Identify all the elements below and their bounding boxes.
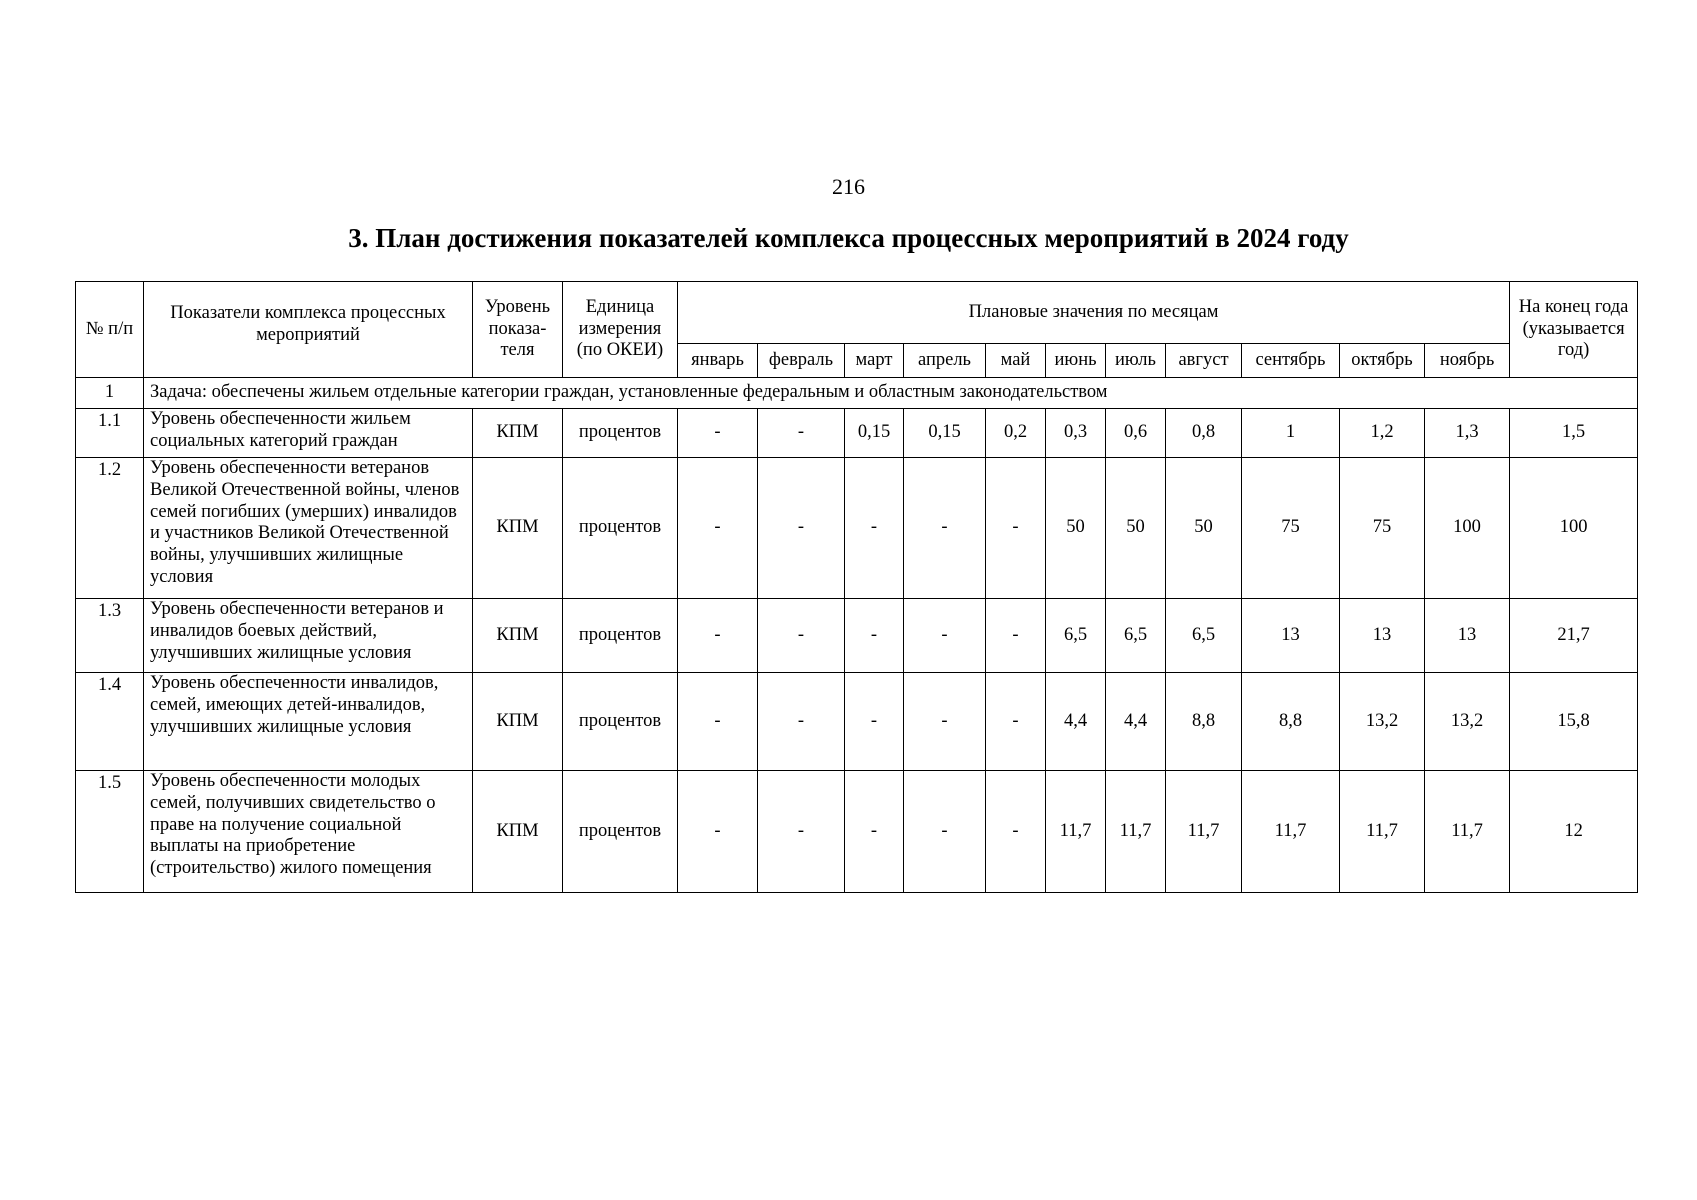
row-value: 6,5 (1106, 599, 1166, 673)
header-indicator: Показатели комплекса процессных мероприятий (144, 282, 473, 378)
row-value: 13 (1425, 599, 1510, 673)
plan-table (75, 281, 1638, 893)
row-level: КПМ (473, 599, 563, 673)
row-value: 75 (1242, 458, 1340, 599)
page-number: 216 (832, 174, 865, 199)
row-indicator-name: Уровень обеспеченности инвалидов, семей, имеющих детей-инвалидов, улучшивших жилищные условия (144, 673, 473, 771)
row-level: КПМ (473, 409, 563, 458)
row-value: 11,7 (1340, 771, 1425, 893)
row-value: - (986, 599, 1046, 673)
row-level: КПМ (473, 771, 563, 893)
header-month: июнь (1046, 344, 1106, 378)
row-value: - (986, 458, 1046, 599)
row-indicator-name: Уровень обеспеченности молодых семей, получивших свидетельство о праве на получение социальной выплаты на приобретение (строительство) жилого помещения (144, 771, 473, 893)
row-num: 1.2 (76, 458, 144, 599)
row-value: 13 (1242, 599, 1340, 673)
row-value: 50 (1046, 458, 1106, 599)
row-value: 0,2 (986, 409, 1046, 458)
row-value: 8,8 (1166, 673, 1242, 771)
row-value: - (904, 599, 986, 673)
row-value: 50 (1166, 458, 1242, 599)
row-value: 6,5 (1166, 599, 1242, 673)
row-value: 1,2 (1340, 409, 1425, 458)
row-value: - (758, 599, 845, 673)
header-month: май (986, 344, 1046, 378)
row-year-end: 21,7 (1510, 599, 1638, 673)
row-value: 11,7 (1242, 771, 1340, 893)
row-value: - (758, 771, 845, 893)
row-value: - (845, 771, 904, 893)
header-month: октябрь (1340, 344, 1425, 378)
row-value: - (758, 458, 845, 599)
header-month: январь (678, 344, 758, 378)
row-num: 1.5 (76, 771, 144, 893)
row-value: 13 (1340, 599, 1425, 673)
row-year-end: 100 (1510, 458, 1638, 599)
row-value: 0,3 (1046, 409, 1106, 458)
row-value: - (678, 458, 758, 599)
row-value: 0,8 (1166, 409, 1242, 458)
row-unit: процентов (563, 599, 678, 673)
row-value: - (678, 673, 758, 771)
task-row (76, 378, 1638, 409)
row-value: 100 (1425, 458, 1510, 599)
row-value: - (986, 771, 1046, 893)
row-year-end: 1,5 (1510, 409, 1638, 458)
row-indicator-name: Уровень обеспеченности жильем социальных категорий граждан (144, 409, 473, 458)
row-value: 13,2 (1425, 673, 1510, 771)
row-value: - (678, 409, 758, 458)
row-unit: процентов (563, 458, 678, 599)
header-month: апрель (904, 344, 986, 378)
table-row (76, 458, 1638, 599)
row-value: - (845, 458, 904, 599)
task-text: Задача: обеспечены жильем отдельные категории граждан, установленные федеральным и областным законодательством (144, 378, 1638, 409)
row-value: 11,7 (1106, 771, 1166, 893)
row-value: 1 (1242, 409, 1340, 458)
row-value: - (758, 409, 845, 458)
row-value: 0,6 (1106, 409, 1166, 458)
table-row (76, 771, 1638, 893)
row-value: - (904, 673, 986, 771)
row-value: 75 (1340, 458, 1425, 599)
row-value: - (986, 673, 1046, 771)
row-num: 1.1 (76, 409, 144, 458)
header-plan-values: Плановые значения по месяцам (678, 282, 1510, 344)
row-unit: процентов (563, 771, 678, 893)
row-value: - (845, 673, 904, 771)
row-value: - (678, 771, 758, 893)
row-value: 13,2 (1340, 673, 1425, 771)
row-value: 50 (1106, 458, 1166, 599)
header-month: ноябрь (1425, 344, 1510, 378)
header-level: Уровень показа-теля (473, 282, 563, 378)
row-unit: процентов (563, 673, 678, 771)
row-year-end: 12 (1510, 771, 1638, 893)
row-value: - (758, 673, 845, 771)
row-value: - (904, 771, 986, 893)
row-year-end: 15,8 (1510, 673, 1638, 771)
row-value: 11,7 (1046, 771, 1106, 893)
row-num: 1.4 (76, 673, 144, 771)
header-month: август (1166, 344, 1242, 378)
row-unit: процентов (563, 409, 678, 458)
row-value: 6,5 (1046, 599, 1106, 673)
row-num: 1.3 (76, 599, 144, 673)
task-num: 1 (76, 378, 144, 409)
row-value: 8,8 (1242, 673, 1340, 771)
row-value: 4,4 (1046, 673, 1106, 771)
header-year-end: На конец года (указывается год) (1510, 282, 1638, 378)
row-level: КПМ (473, 458, 563, 599)
document-title: 3. План достижения показателей комплекса процессных мероприятий в 2024 году (348, 223, 1349, 253)
row-value: - (678, 599, 758, 673)
header-row-top (76, 282, 1638, 344)
table-row (76, 673, 1638, 771)
row-value: 0,15 (904, 409, 986, 458)
row-value: 1,3 (1425, 409, 1510, 458)
header-month: сентябрь (1242, 344, 1340, 378)
row-value: 11,7 (1425, 771, 1510, 893)
header-num: № п/п (76, 282, 144, 378)
row-value: - (904, 458, 986, 599)
table-row (76, 599, 1638, 673)
header-month: февраль (758, 344, 845, 378)
header-month: июль (1106, 344, 1166, 378)
row-value: 4,4 (1106, 673, 1166, 771)
header-month: март (845, 344, 904, 378)
row-indicator-name: Уровень обеспеченности ветеранов Великой Отечественной войны, членов семей погибших (умерших) инвалидов и участников Великой Отечественной войны, улучшивших жилищные условия (144, 458, 473, 599)
table-row (76, 409, 1638, 458)
row-value: - (845, 599, 904, 673)
header-unit: Единица измерения (по ОКЕИ) (563, 282, 678, 378)
row-indicator-name: Уровень обеспеченности ветеранов и инвалидов боевых действий, улучшивших жилищные условия (144, 599, 473, 673)
row-value: 11,7 (1166, 771, 1242, 893)
row-level: КПМ (473, 673, 563, 771)
row-value: 0,15 (845, 409, 904, 458)
